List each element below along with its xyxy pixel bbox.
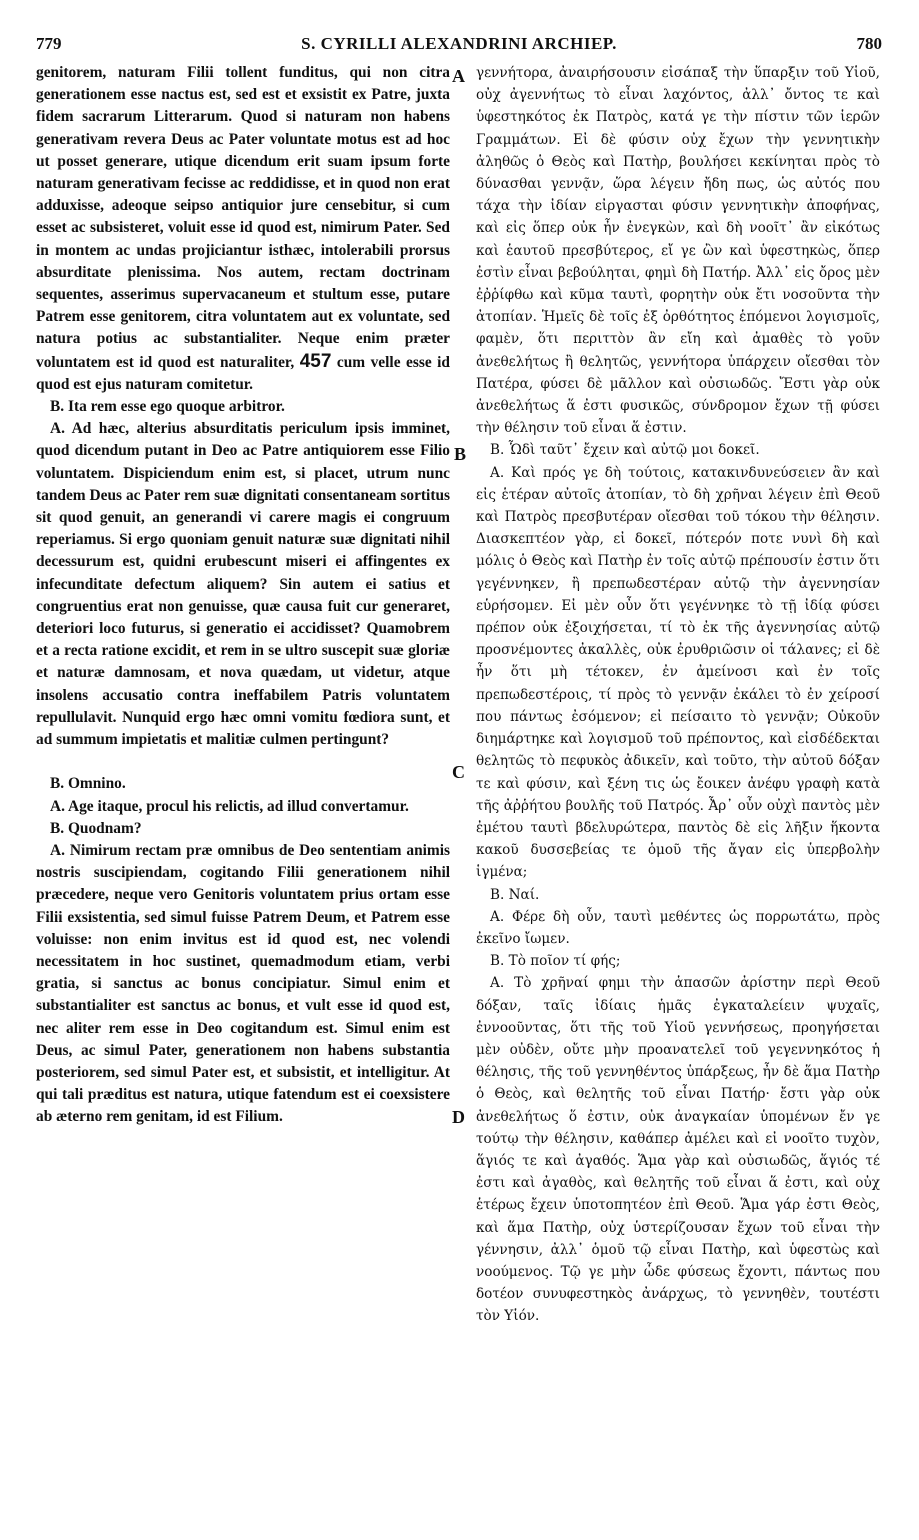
latin-paragraph: A. Age itaque, procul his relictis, ad illud convertamur.: [50, 797, 409, 815]
greek-column: [476, 62, 880, 1328]
edition-page-number: 457: [299, 350, 332, 372]
latin-paragraph: B. Quodnam?: [50, 819, 142, 837]
greek-paragraph: Α. Καὶ πρός γε δὴ τούτοις, κατακινδυνεύσειεν ἂν καὶ εἰς ἑτέραν αὐτοῖς ἀτοπίαν, τὸ δὴ χρῆναι λέγειν ἐπὶ Θεοῦ καὶ Πατρὸς πρεσβυτέραν οἴεσθαι τοῦ τόκου τὴν θέλησιν. Διασκεπτέον γὰρ, εἰ δοκεῖ, πότερόν ποτε νυνὶ δὴ καὶ μόλις ὁ Θεὸς καὶ Πατὴρ ἐν τοῖς αὐτῷ πρέπουσίν ἐστιν ὅτι γεγέννηκεν, ἢ πρεπωδεστέραν αὐτῷ τὴν ἀγεννησίαν εὑρήσομεν. Εἰ μὲν οὖν ὅτι γεγέννηκε τὸ τῇ ἰδίᾳ φύσει πρέπον οὐκ ἐξοιχήσεται, τί τὸ ἐκ τῆς ἀγεννησίας αὐτῷ προσνέμοντες ἀκαλλὲς, οὐκ ἐρυθριῶσιν οἱ τάλανες; εἰ δὲ ἦν ὅτι μὴ τέτοκεν, ἐν ἀμείνοσι καὶ ἐν τοῖς πρεπωδεστέροις, τί πρὸς τὸ γεννᾷν ἐκάλει τὸ ἐν χείροσί που πάντως ἐσόμενον; εἰ πείσαιτο τὸ γεννᾷν; Οὐκοῦν διημάρτηκε καὶ λογισμοῦ τοῦ πρέποντος, καὶ εἰσδέδεκται θελητῶς τὸ πεφυκὸς ἀδικεῖν, καὶ τοῦτο, τὴν αὐτοῦ δόξαν τε καὶ φύσιν, καὶ ξένη τις ὡς ἔοικεν ἀνέφυ γραφὴ κατὰ τῆς ἀῤῥήτου βουλῆς τοῦ Πατρός. Ἆρ᾽ οὖν οὐχὶ παντὸς μὲν ἐμέτου ταυτὶ βδελυρώτερα, παντὸς δὲ εἰς λῆξιν ἥκοντα κακοῦ δυσσεβείας τε ὁμοῦ τῆς ἄγαν εἰς ὑπερβολὴν ἱγμένα;: [476, 464, 880, 881]
greek-paragraph: Β. Ὧδὶ ταῦτ᾽ ἔχειν καὶ αὐτῷ μοι δοκεῖ.: [490, 442, 760, 459]
section-marker-d: D: [452, 1107, 465, 1127]
greek-paragraph: γεννήτορα, ἀναιρήσουσιν εἰσάπαξ τὴν ὕπαρξιν τοῦ Υἱοῦ, οὐχ ἀγεννήτως τὸ εἶναι λαχόντος, ἀλλ᾽ ὄντος τε καὶ ὑφεστηκότος ἐκ Πατρὸς, κατά γε τὴν πίστιν τῶν ἱερῶν Γραμμάτων. Εἰ δὲ φύσιν οὐχ ἔχων τὴν γεννητικὴν ἀληθῶς ὁ Θεὸς καὶ Πατὴρ, βουλήσει κεκίνηται πρὸς τὸ δύνασθαι γεννᾷν, ὥρα λέγειν ἤδη πως, ὡς αὐτός που τάχα τὴν ἰδίαν εἰργασται φύσιν γεννητικὴν ἀποφήνας, καὶ εἰς ὅπερ οὐκ ἦν ἐνεγκὼν, καὶ δὴ νοοῖτ᾽ ἂν εἰκότως καὶ ἑαυτοῦ πρεσβύτερος, εἴ γε ὢν καὶ ὑφεστηκὼς, ὅπερ ἐστὶν εἶναι βεβούληται, φημὶ δὴ Πατήρ. Ἀλλ᾽ εἰς ὄρος μὲν ἐῤῥίφθω καὶ κῦμα ταυτὶ, φορητὴν οὐκ ἔτι νοσοῦντα τὴν ἀτοπίαν. Ἡμεῖς δὲ τοῖς ἐξ ὀρθότητος ἑπόμενοι λογισμοῖς, φαμὲν, ὅτι περιττὸν ἂν εἴη καὶ ἀμαθὲς τὸ γοῦν ἀνεθελήτως ἢ θελητῶς, γεννήτορα ὑπάρχειν οἴεσθαι τὸν Πατέρα, φύσει δὲ μᾶλλον καὶ οὐσιωδῶς. Ἔστι γὰρ οὐκ ἀνεθελήτως ἅ ἐστι φυσικῶς, σύνδρομον ἔχων τῇ φύσει τὴν θέλησιν τοῦ εἶναι ἅ ἐστιν.: [476, 65, 880, 437]
page-header: [36, 34, 882, 58]
latin-paragraph: A. Ad hæc, alterius absurditatis periculum ipsis imminet, quod dicendum putant in Deo ac Patre antiquiorem esse Filio voluntatem. Dispiciendum enim est, si placet, utrum nunc tandem Deus ac Pater rem suæ dignitati consentaneam sortitus sit quod genuit, an generandi vi carere magis ei congruum reperiamus. Si ergo quoniam genuit naturæ suæ dignitati nihil decessurum est, quidni erubescunt miseri ei affingentes ex infecunditate defectum aliquem? Sin autem ei satius et congruentius erat non genuisse, quæ causa fuit cur generaret, deteriori loco futurus, si generatio ei accidisset? Quamobrem et a recta ratione excidit, et rem in se ultro suscepit suæ gloriæ et naturæ damnosam, et nova quædam, ut videtur, atque insolens accusatio contra ineffabilem Patris voluntatem repullulavit. Nunquid ergo hæc omni vomitu fœdiora sunt, et ad summum impietatis et malitiæ culmen pertingunt?: [36, 420, 450, 749]
section-marker-c: C: [452, 762, 465, 782]
latin-text: cum velle esse id quod est ejus naturam comitetur.: [36, 353, 450, 393]
greek-paragraph: Β. Τὸ ποῖον τί φής;: [490, 953, 621, 970]
latin-paragraph: A. Nimirum rectam præ omnibus de Deo sententiam animis nostris suscipiendam, cogitando Filii generationem nihil præcedere, neque vero Genitoris voluntatem prius ortam esse Filii exsistentia, sed simul fuisse Patrem Deum, et Patrem esse voluisse: non enim invitus est id quod est, nec volendi necessitatem in hoc sustinet, quemadmodum etiam, verbi gratia, si sanctus ac bonus concipiatur. Simul enim et substantialiter est sanctus ac bonus, et vult esse id quod est, nec aliter rem esse in Deo cogitandum est. Simul enim est Deus, ac simul Pater, generationem non habens substantia posteriorem, sed simul Pater est, et subsistit, et intelligitur. At qui tali præditus est natura, utique fatendum est ei coexsistere ab æterno rem genitam, id est Filium.: [36, 841, 450, 1126]
greek-paragraph: Α. Τὸ χρῆναί φημι τὴν ἁπασῶν ἀρίστην περὶ Θεοῦ δόξαν, ταῖς ἰδίαις ἡμᾶς ἐγκαταλείειν ψυχαῖς, ἐννοοῦντας, ὅτι τῆς τοῦ Υἱοῦ γεννήσεως, προηγήσεται μὲν οὐδὲν, οὔτε μὴν προανατελεῖ τοῦ γεγεννηκότος ἡ θέλησις, τῆς τοῦ γεννηθέντος ὑπάρξεως, ἦν δὲ ἅμα Πατὴρ ὁ Θεὸς, καὶ θελητῆς τοῦ εἶναι Πατήρ· ἔστι γὰρ οὐκ ἀνεθελήτως ὅ ἐστιν, οὐκ ἀναγκαίαν ὑπομένων ἔν γε τούτῳ τὴν θέλησιν, καθάπερ ἀμέλει καὶ εἰ νοοῖτο τυχὸν, ἅγιός τε καὶ ἀγαθός. Ἅμα γὰρ καὶ οὐσιωδῶς, ἅγιός τέ ἐστι καὶ ἀγαθὸς, καὶ θελητῆς τοῦ εἶναι ἅ ἐστι, καὶ οὐχ ἑτέρως ἔχειν ὑποτοπητέον ἐπὶ Θεοῦ. Ἅμα γάρ ἐστι Θεὸς, καὶ ἅμα Πατὴρ, οὐχ ὑστερίζουσαν ἔχων τοῦ εἶναι τὴν γέννησιν, ἀλλ᾽ ὁμοῦ τῷ εἶναι Πατὴρ, καὶ ὑφεστὼς καὶ νοούμενος. Τῷ γε μὴν ὧδε φύσεως ἔχοντι, πάντως που δοτέον συνυφεστηκὸς ἀνάρχως, τὸ γεννηθὲν, τουτέστι τὸν Υἱόν.: [476, 975, 880, 1325]
running-title: S. CYRILLI ALEXANDRINI ARCHIEP.: [301, 34, 617, 53]
page-number-left: 779: [36, 34, 62, 53]
section-marker-b: B: [454, 444, 467, 464]
latin-paragraph: B. Ita rem esse ego quoque arbitror.: [50, 398, 285, 416]
section-marker-a: A: [452, 66, 465, 86]
page-number-right: 780: [856, 34, 882, 53]
latin-text: genitorem, naturam Filii tollent funditus, qui non citra generationem esse nactus est, sed est et exsistit ex Patre, juxta fidem sacrarum Litterarum. Quod si naturam non habens generativam revera Deus ac Pater voluntate motus est ad hoc ut posset generare, utique dicendum erit suam ipsum forte naturam generativam fecisse ac reddidisse, et in quod non erat adduxisse, adeoque seipso antiquior jure censebitur, si cum esset ac subsisteret, voluit esse id quod est, nimirum Pater. Sed in montem ac undas projiciantur isthæc, intolerabili prorsus absurditate plenissima. Nos autem, rectam doctrinam sequentes, asserimus supervacaneum et stultum esse, putare Patrem esse genitorem, citra voluntatem aut ex voluntate, sed natura potius ac substantialiter. Neque enim præter voluntatem est id quod est naturaliter,: [36, 64, 450, 371]
latin-paragraph: [36, 62, 450, 396]
latin-column: [36, 62, 450, 1129]
greek-paragraph: Α. Φέρε δὴ οὖν, ταυτὶ μεθέντες ὡς πορρωτάτω, πρὸς ἐκεῖνο ἴωμεν.: [476, 908, 880, 947]
latin-paragraph: B. Omnino.: [50, 775, 126, 793]
greek-paragraph: Β. Ναί.: [490, 886, 540, 903]
